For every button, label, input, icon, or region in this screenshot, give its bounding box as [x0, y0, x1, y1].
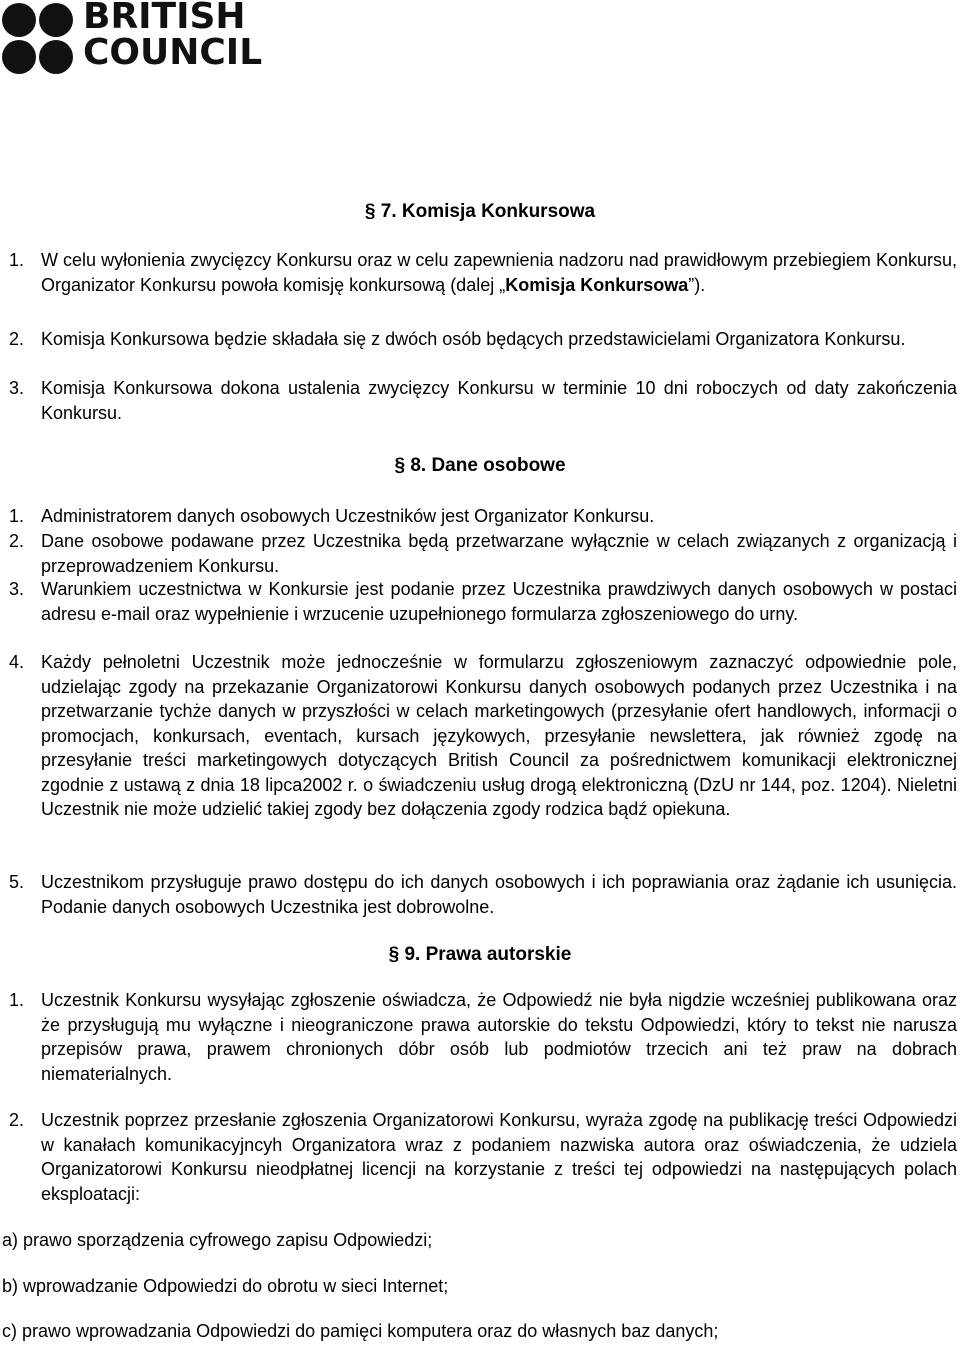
british-council-logo	[2, 0, 262, 76]
list-item: 2. Komisja Konkursowa będzie składała się z dwóch osób będących przedstawicielami Organizatora Konkursu.	[9, 329, 906, 349]
logo-wordmark: BRITISH COUNCIL	[83, 0, 263, 73]
section-8-title: § 8. Dane osobowe	[394, 455, 566, 476]
list-item: 3. Warunkiem uczestnictwa w Konkursie jest podanie przez Uczestnika prawdziwych danych osobowych w postaci adresu e-mail oraz wypełnienie i wrzucenie uzupełnionego formularza zgłoszeniowego do urny.	[9, 579, 957, 624]
section-7-title: § 7. Komisja Konkursowa	[364, 201, 596, 222]
list-item: a) prawo sporządzenia cyfrowego zapisu Odpowiedzi;	[2, 1230, 433, 1250]
list-item: b) wprowadzanie Odpowiedzi do obrotu w sieci Internet;	[2, 1276, 449, 1296]
list-item: 2. Uczestnik poprzez przesłanie zgłoszenia Organizatorowi Konkursu, wyraża zgodę na publikację treści Odpowiedzi w kanałach komunikacyjncyh Organizatora wraz z podaniem nazwiska autora oraz oświadczenia, że udziela Organizatorowi Konkursu nieodpłatnej licencji na korzystanie z treści tej odpowiedzi na następujących polach eksploatacji:	[9, 1110, 957, 1204]
list-item: 1. Uczestnik Konkursu wysyłając zgłoszenie oświadcza, że Odpowiedź nie była nigdzie wcześniej publikowana oraz że przysługują mu wyłączne i nieograniczone prawa autorskie do tekstu Odpowiedzi, który to tekst nie narusza przepisów prawa, prawem chronionych dóbr osób lub podmiotów trzecich ani też praw na dobrach niematerialnych.	[9, 990, 957, 1084]
list-item: 5. Uczestnikom przysługuje prawo dostępu do ich danych osobowych i ich poprawiania oraz żądanie ich usunięcia. Podanie danych osobowych Uczestnika jest dobrowolne.	[9, 872, 957, 917]
list-item: c) prawo wprowadzania Odpowiedzi do pamięci komputera oraz do własnych baz danych;	[2, 1321, 719, 1341]
logo-dots-icon	[2, 3, 73, 74]
section-9-title: § 9. Prawa autorskie	[388, 944, 572, 965]
list-item: 3. Komisja Konkursowa dokona ustalenia zwycięzcy Konkursu w terminie 10 dni roboczych od daty zakończenia Konkursu.	[9, 378, 957, 423]
list-item: 2. Dane osobowe podawane przez Uczestnika będą przetwarzane wyłącznie w celach związanych z organizacją i przeprowadzeniem Konkursu.	[9, 531, 957, 576]
list-item: 1. Administratorem danych osobowych Uczestników jest Organizator Konkursu.	[9, 506, 655, 526]
list-item: 4. Każdy pełnoletni Uczestnik może jednocześnie w formularzu zgłoszeniowym zaznaczyć odpowiednie pole, udzielając zgody na przekazanie Organizatorowi Konkursu danych osobowych podanych przez Uczestnika i na przetwarzanie tychże danych w przyszłości w celach marketingowych (przesyłanie ofert handlowych, informacji o promocjach, konkursach, eventach, kursach językowych, przesyłanie newslettera, jak również zgodę na przesyłanie treści marketingowych dotyczących British Council za pośrednictwem komunikacji elektronicznej zgodnie z ustawą z dnia 18 lipca2002 r. o świadczeniu usług drogą elektroniczną (DzU nr 144, poz. 1204). Nieletni Uczestnik nie może udzielić takiej zgody bez dołączenia zgody rodzica bądź opiekuna.	[9, 652, 957, 819]
list-item: 1. W celu wyłonienia zwycięzcy Konkursu oraz w celu zapewnienia nadzoru nad prawidłowym przebiegiem Konkursu, Organizator Konkursu powoła komisję konkursową (dalej „Komisja Konkursowa”).	[9, 250, 957, 295]
